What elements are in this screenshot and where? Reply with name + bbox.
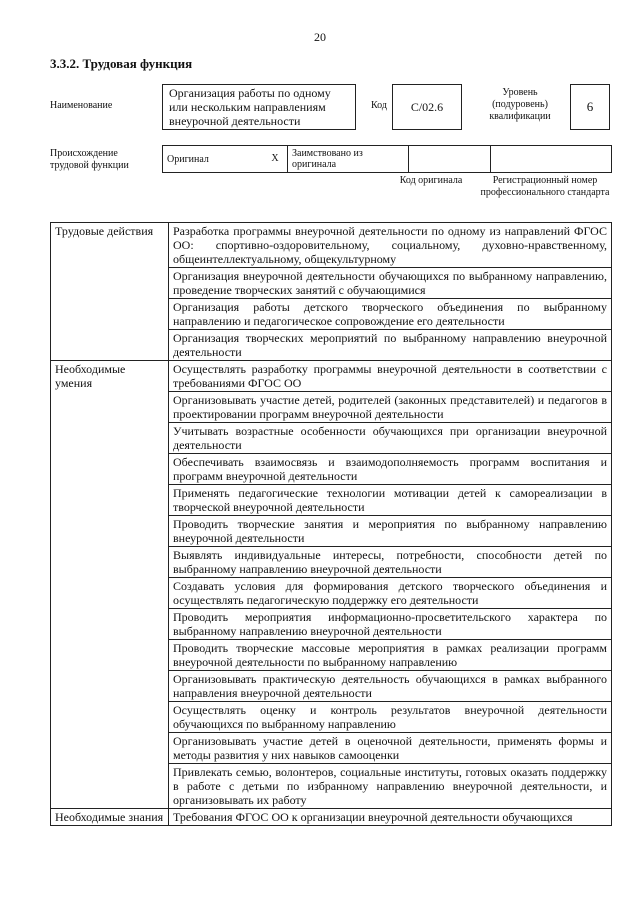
table-row — [51, 361, 612, 392]
code-box: С/02.6 — [392, 84, 462, 130]
table-row — [51, 223, 612, 268]
original-label: Оригинал — [167, 154, 209, 165]
row-text: Организовывать участие детей в оценочной деятельности, применять формы и методы развития у них навыков самооценки — [169, 733, 612, 764]
row-text: Организация творческих мероприятий по выбранному направлению внеурочной деятельности — [169, 330, 612, 361]
function-table — [50, 222, 612, 826]
row-text: Разработка программы внеурочной деятельности по одному из направлений ФГОС ОО: спортивно-оздоровительному, социальному, духовно-нравственному, общеинтеллектуальному, общекультурному — [169, 223, 612, 268]
row-text: Организовывать участие детей, родителей (законных представителей) и педагогов в проектировании программ внеурочной деятельности — [169, 392, 612, 423]
row-text: Обеспечивать взаимосвязь и взаимодополняемость программ воспитания и программ внеурочной деятельности — [169, 454, 612, 485]
original-mark: X — [271, 153, 279, 164]
level-label: Уровень (подуровень) квалификации — [489, 87, 551, 122]
origin-label: Происхождение трудовой функции — [50, 148, 129, 171]
row-text: Организация внеурочной деятельности обучающихся по выбранному направлению, проведение творческих занятий с обучающимися — [169, 268, 612, 299]
row-text: Создавать условия для формирования детского творческого объединения и осуществлять педагогическую поддержку его деятельности — [169, 578, 612, 609]
origin-row — [162, 145, 612, 173]
row-text: Проводить творческие занятия и мероприятия по выбранному направлению внеурочной деятельности — [169, 516, 612, 547]
level-box: 6 — [570, 84, 610, 130]
row-text: Организовывать практическую деятельность обучающихся в рамках выбранного направления внеурочной деятельности — [169, 671, 612, 702]
code-original-cell — [408, 146, 490, 172]
row-text: Применять педагогические технологии мотивации детей к самореализации в творческой внеурочной деятельности — [169, 485, 612, 516]
reg-number-cell — [490, 146, 611, 172]
name-label: Наименование — [50, 100, 113, 111]
row-text: Осуществлять разработку программы внеурочной деятельности в соответствии с требованиями ФГОС ОО — [169, 361, 612, 392]
section-heading: Необходимые знания — [51, 809, 169, 826]
row-text: Учитывать возрастные особенности обучающихся при организации внеурочной деятельности — [169, 423, 612, 454]
section-heading: Трудовые действия — [51, 223, 169, 361]
page-number: 20 — [314, 30, 326, 44]
row-text: Осуществлять оценку и контроль результатов внеурочной деятельности обучающихся по выбранному направлению — [169, 702, 612, 733]
borrowed-label: Заимствовано из оригинала — [287, 146, 408, 172]
table-row — [51, 809, 612, 826]
row-text: Выявлять индивидуальные интересы, потребности, способности детей по выбранному направлению внеурочной деятельности — [169, 547, 612, 578]
row-text: Проводить мероприятия информационно-просветительского характера по выбранному направлению внеурочной деятельности — [169, 609, 612, 640]
code-original-caption: Код оригинала — [399, 175, 463, 186]
section-heading: Необходимые умения — [51, 361, 169, 809]
code-label: Код — [371, 100, 387, 111]
row-text: Проводить творческие массовые мероприятия в рамках реализации программ внеурочной деятельности по выбранному направлению — [169, 640, 612, 671]
row-text: Требования ФГОС ОО к организации внеурочной деятельности обучающихся — [169, 809, 612, 826]
function-name-box: Организация работы по одному или нескольким направлениям внеурочной деятельности — [162, 84, 356, 130]
row-text: Привлекать семью, волонтеров, социальные институты, готовых оказать поддержку в работе с детьми по избранному направлению внеурочной деятельности, и организовывать их работу — [169, 764, 612, 809]
section-title: 3.3.2. Трудовая функция — [50, 56, 193, 71]
reg-number-caption: Регистрационный номер профессионального стандарта — [480, 175, 610, 198]
row-text: Организация работы детского творческого объединения по выбранному направлению и педагогическое сопровождение его деятельности — [169, 299, 612, 330]
